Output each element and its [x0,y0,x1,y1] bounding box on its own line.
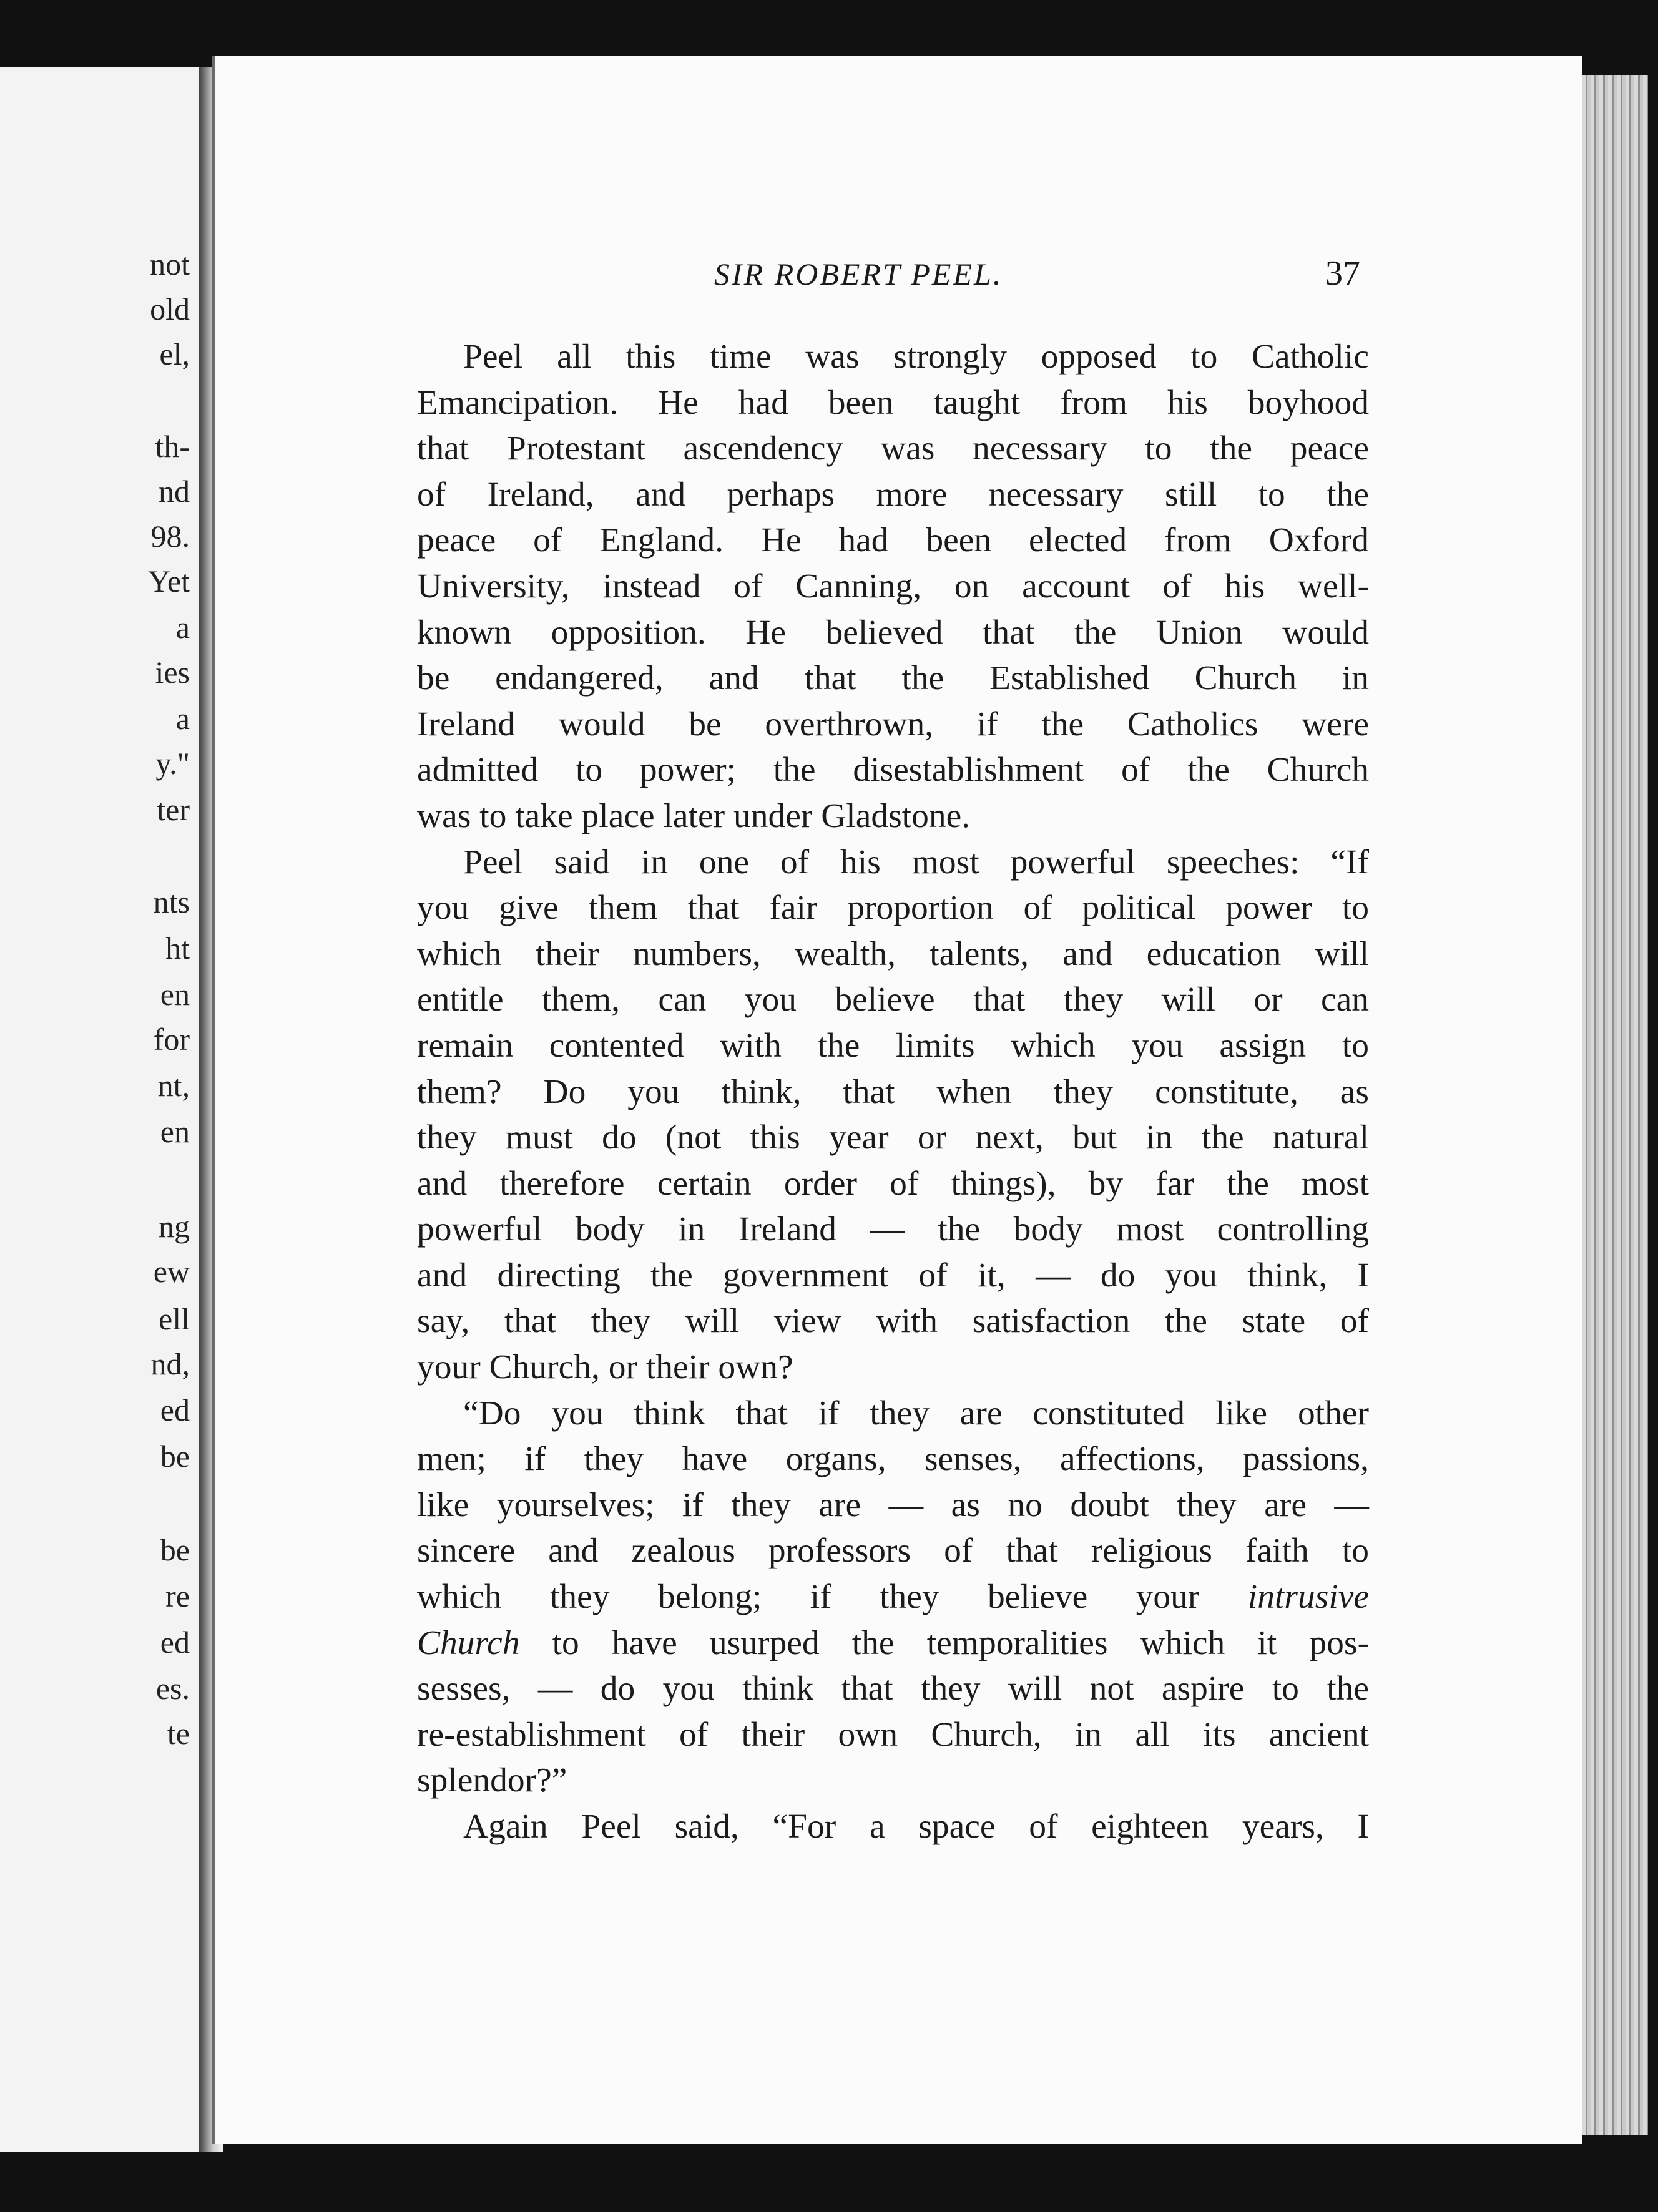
text-line: Again Peel said, “For a space of eighteen years, I [463,1808,1369,1846]
left-page-sliver [0,67,202,2152]
left-page-text-fragment: for [153,1022,190,1057]
left-page-text-fragment: be [160,1439,190,1474]
text-line: splendor?” [417,1761,567,1800]
right-page [212,56,1582,2144]
left-page-text-fragment: ed [160,1392,190,1427]
paragraph-2 [417,839,1369,1391]
left-page-text-fragment: en [160,1114,190,1149]
text-line: that Protestant ascendency was necessary to the peace [417,429,1369,468]
left-page-text-fragment: Yet [147,564,190,599]
left-page-text-fragment: ell [159,1301,190,1336]
page-number: 37 [1325,254,1360,293]
left-page-text-fragment: ng [159,1209,190,1244]
left-page-text-fragment: be [160,1532,190,1567]
text-line: remain contented with the limits which you assign to [417,1026,1369,1065]
text-line: re-establishment of their own Church, in all its ancient [417,1715,1369,1754]
text-line: entitle them, can you believe that they will or can [417,981,1369,1019]
left-page-text-fragment: 98. [150,519,190,554]
text-line: they must do (not this year or next, but in the natural [417,1118,1369,1157]
left-page-text-fragment: a [175,610,190,645]
left-page-text-fragment: en [160,977,190,1012]
body-text [417,334,1369,1850]
left-page-text-fragment: nd [159,474,190,509]
left-page-text-fragment: nt, [157,1068,190,1103]
text-line: men; if they have organs, senses, affections, passions, [417,1440,1369,1479]
left-page-text-fragment: ew [153,1254,190,1289]
left-page-text-fragment: te [167,1716,190,1751]
text-line: Church to have usurped the temporalities which it pos- [417,1623,1370,1662]
text-line: admitted to power; the disestablishment of the Church [417,751,1369,790]
left-page-text-fragment: old [150,291,190,326]
paragraph-3 [417,1391,1369,1804]
left-page-text-fragment: ht [165,931,190,966]
italic-phrase: intrusive [1247,1578,1370,1617]
text-line: you give them that fair proportion of political power to [417,889,1369,927]
text-line: them? Do you think, that when they constitute, as [417,1072,1369,1111]
running-head: SIR ROBERT PEEL. [714,257,1003,291]
left-page-text-fragment: nd, [150,1346,190,1381]
text-line: sincere and zealous professors of that religious faith to [417,1532,1369,1570]
left-page-text-fragment: y." [155,746,190,781]
page-header [215,256,1360,306]
text-line: Peel said in one of his most powerful speeches: “If [463,843,1369,881]
left-page-text-fragment: a [175,701,190,736]
left-page-text-fragment: ter [157,792,190,827]
text-line: and directing the government of it, — do you think, I [417,1256,1369,1294]
paragraph-1 [417,334,1369,839]
left-page-text-fragment: th- [155,429,190,464]
text-line: powerful body in Ireland — the body most controlling [417,1210,1369,1249]
book-page-edges [1573,75,1648,2135]
text-line: Peel all this time was strongly opposed to Catholic [463,338,1369,376]
text-line: of Ireland, and perhaps more necessary still to the [417,475,1369,514]
text-line: Ireland would be overthrown, if the Catholics were [417,705,1369,743]
text-line: “Do you think that if they are constituted like other [463,1394,1369,1432]
text-line: be endangered, and that the Established Church in [417,659,1369,698]
left-page-text-fragment: ies [155,655,190,690]
text-line: which they belong; if they believe your intrusive [417,1578,1370,1617]
text-line: say, that they will view with satisfaction the state of [417,1302,1369,1341]
text-line: your Church, or their own? [417,1348,793,1387]
text-line: known opposition. He believed that the Union would [417,613,1369,652]
left-page-text-fragment: re [165,1578,190,1613]
left-page-text-fragment: nts [153,884,190,919]
text-line: peace of England. He had been elected from Oxford [417,521,1369,560]
text-line: sesses, — do you think that they will not aspire to the [417,1670,1369,1708]
text-line: like yourselves; if they are — as no doubt they are — [417,1485,1369,1524]
text-line: Emancipation. He had been taught from his boyhood [417,383,1369,422]
text-line: and therefore certain order of things), by far the most [417,1164,1369,1203]
text-line: University, instead of Canning, on account of his well- [417,567,1369,605]
left-page-text-fragment: es. [155,1671,190,1706]
paragraph-4 [417,1804,1369,1850]
text-line: which their numbers, wealth, talents, and education will [417,934,1369,973]
text-line: was to take place later under Gladstone. [417,796,971,835]
left-page-text-fragment: ed [160,1625,190,1660]
left-page-text-fragment: not [150,247,190,281]
italic-phrase: Church [417,1623,520,1662]
left-page-text-fragment: el, [159,336,190,371]
